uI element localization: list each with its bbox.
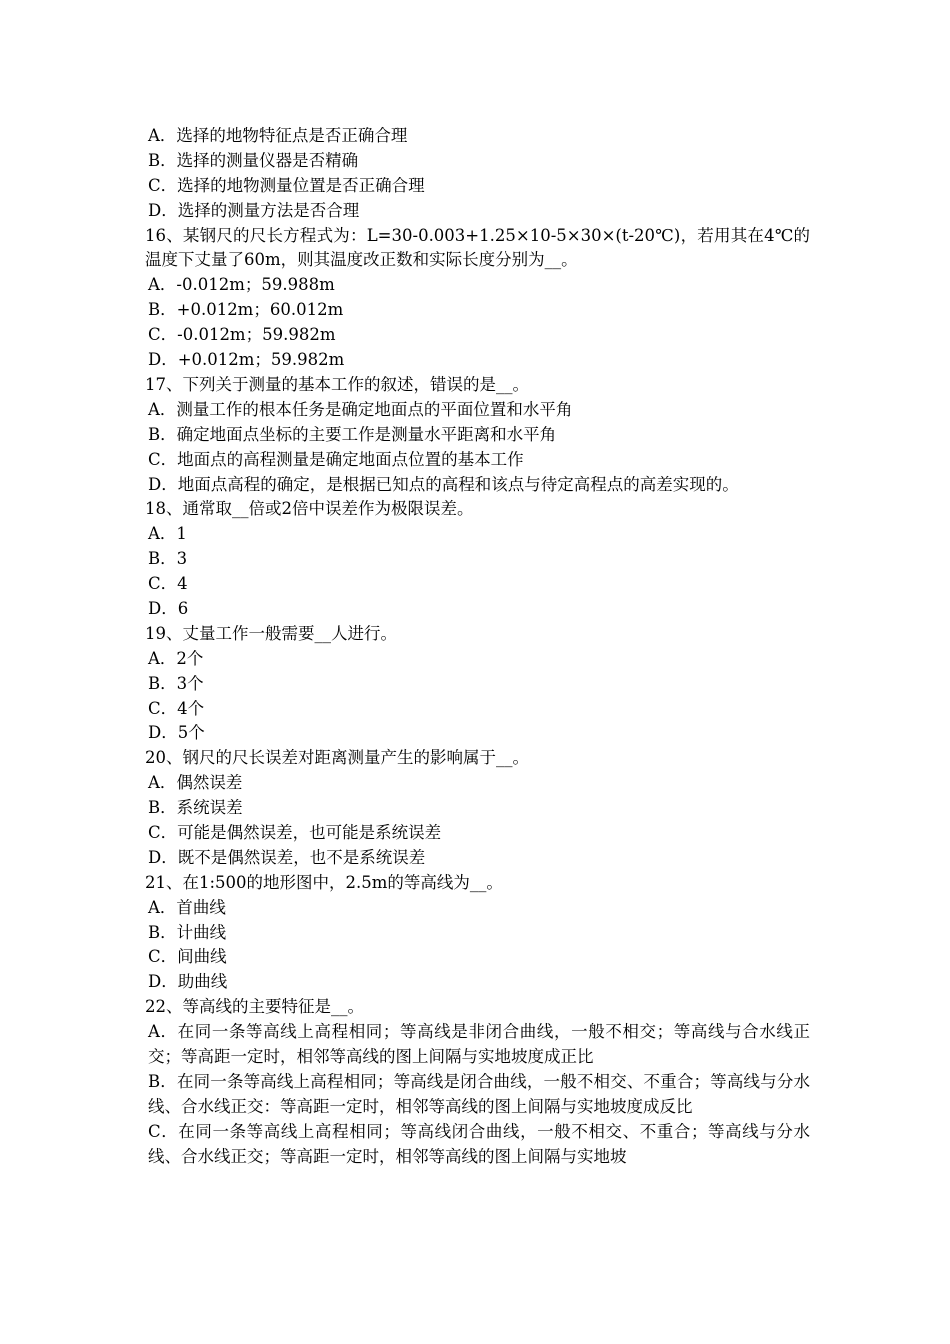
question-18: 18、通常取__倍或2倍中误差作为极限误差。 (145, 499, 474, 519)
option-line: D．6 (148, 598, 189, 618)
option-line: C．可能是偶然误差，也可能是系统误差 (148, 822, 442, 842)
option-line: C．在同一条等高线上高程相同；等高线闭合曲线，一般不相交、不重合；等高线与分水线、合水线正交；等高距一定时，相邻等高线的图上间隔与实地坡 (148, 1121, 810, 1166)
option-line: A．选择的地物特征点是否正确合理 (148, 126, 408, 145)
question-20: 20、钢尺的尺长误差对距离测量产生的影响属于__。 (145, 748, 529, 768)
option-line: C．4个 (148, 698, 205, 718)
option-line: A．在同一条等高线上高程相同；等高线是非闭合曲线，一般不相交；等高线与合水线正交；等高距一定时，相邻等高线的图上间隔与实地坡度成正比 (148, 1022, 810, 1067)
option-line: C．地面点的高程测量是确定地面点位置的基本工作 (148, 449, 524, 469)
option-line: B．3 (148, 549, 188, 569)
exam-text-body (145, 124, 810, 1170)
option-line: A．2个 (148, 648, 204, 668)
option-line: D．既不是偶然误差，也不是系统误差 (148, 847, 426, 867)
question-21: 21、在1:500的地形图中，2.5m的等高线为__。 (145, 872, 503, 892)
option-line: B．计曲线 (148, 922, 227, 942)
option-line: D．5个 (148, 723, 205, 743)
option-line: B．系统误差 (148, 798, 243, 818)
question-16: 16、某钢尺的尺长方程式为：L=30-0.003+1.25×10-5×30×(t-20℃)，若用其在4℃的温度下丈量了60m，则其温度改正数和实际长度分别为__。 (145, 225, 810, 270)
option-line: B．+0.012m；60.012m (148, 300, 344, 320)
option-line: C．选择的地物测量位置是否正确合理 (148, 175, 425, 195)
question-19: 19、丈量工作一般需要__人进行。 (145, 623, 397, 643)
option-line: A．测量工作的根本任务是确定地面点的平面位置和水平角 (148, 399, 573, 419)
option-line: B．确定地面点坐标的主要工作是测量水平距离和水平角 (148, 424, 557, 444)
question-22: 22、等高线的主要特征是__。 (145, 997, 364, 1017)
option-line: B．在同一条等高线上高程相同；等高线是闭合曲线，一般不相交、不重合；等高线与分水线、合水线正交：等高距一定时，相邻等高线的图上间隔与实地坡度成反比 (148, 1071, 810, 1116)
option-line: A．首曲线 (148, 897, 226, 917)
option-line: D．助曲线 (148, 972, 228, 992)
option-line: D．+0.012m；59.982m (148, 350, 345, 370)
option-line: A．偶然误差 (148, 773, 243, 793)
option-line: B．选择的测量仪器是否精确 (148, 150, 359, 170)
option-line: A．-0.012m；59.988m (148, 275, 335, 295)
option-line: D．选择的测量方法是否合理 (148, 200, 360, 220)
option-line: B．3个 (148, 673, 204, 693)
option-line: A．1 (148, 524, 187, 544)
option-line: D．地面点高程的确定，是根据已知点的高程和该点与待定高程点的高差实现的。 (148, 474, 739, 494)
option-line: C．-0.012m；59.982m (148, 325, 336, 345)
question-17: 17、下列关于测量的基本工作的叙述，错误的是__。 (145, 374, 529, 394)
option-line: C．间曲线 (148, 947, 227, 967)
option-line: C．4 (148, 574, 188, 594)
